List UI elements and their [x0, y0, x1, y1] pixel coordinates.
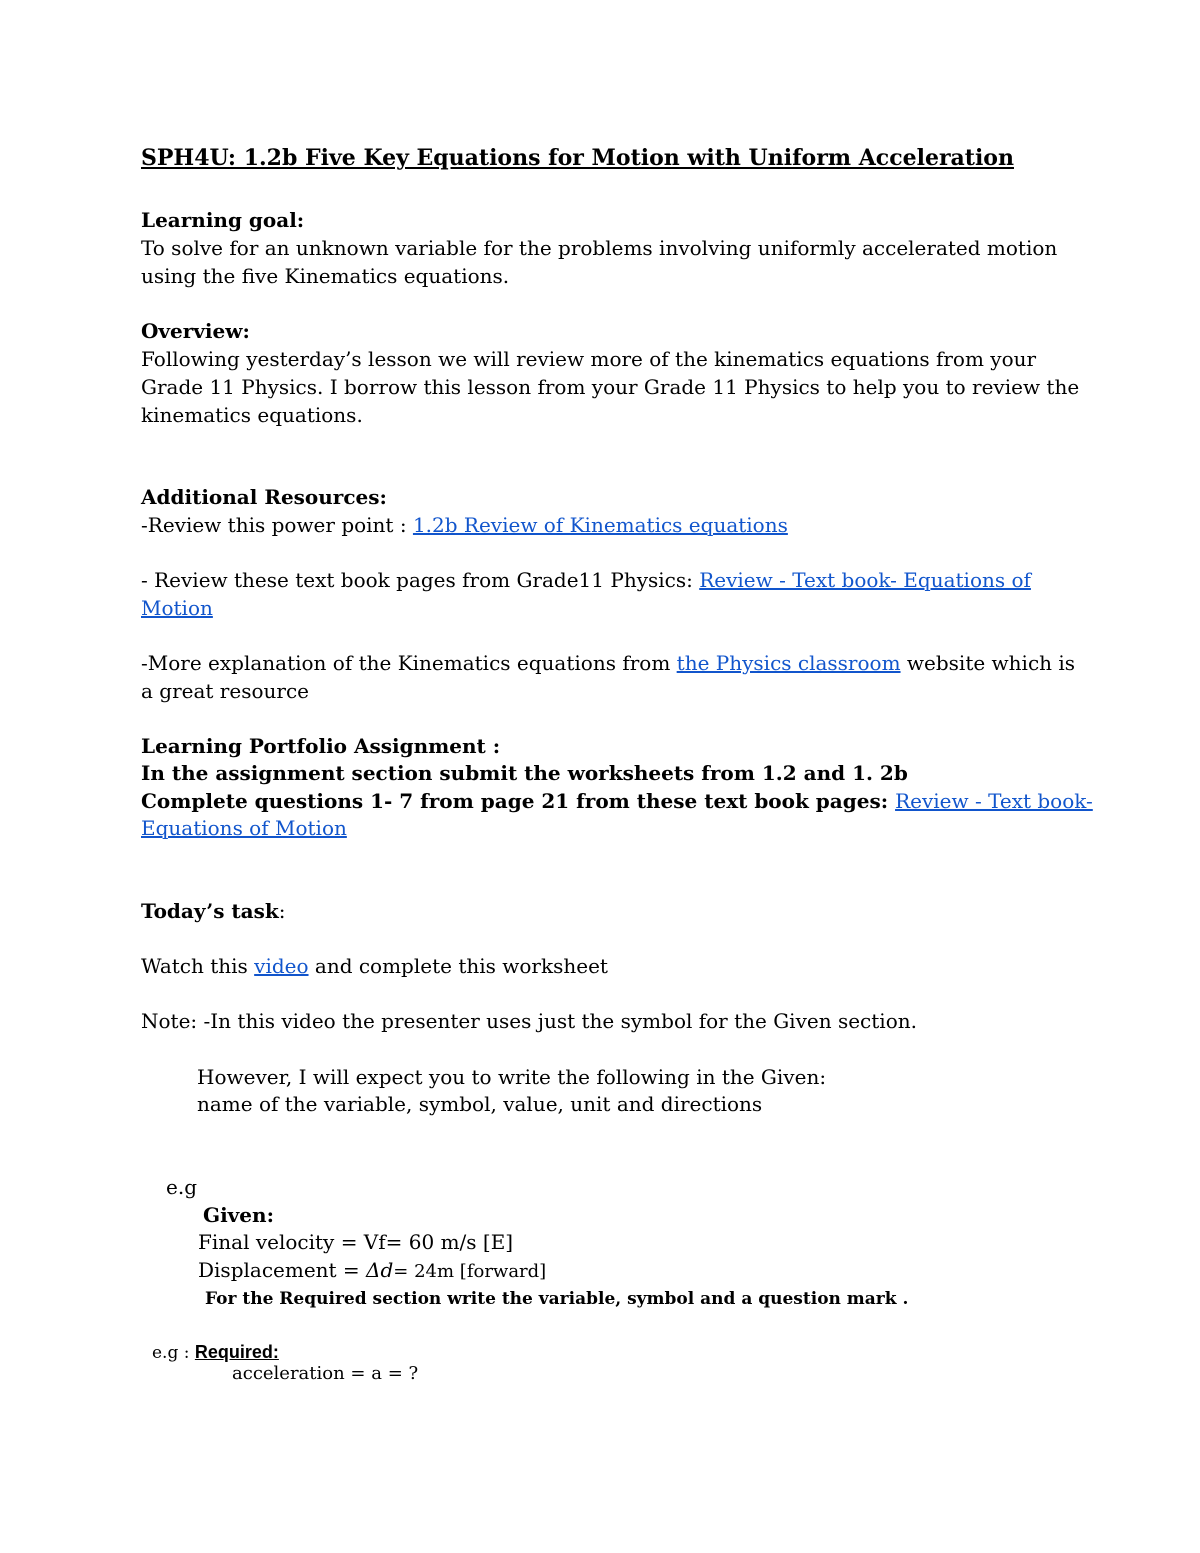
- example-displacement: [198, 1256, 546, 1286]
- overview-heading: Overview:: [141, 319, 250, 343]
- task-watch-suffix: and complete this worksheet: [308, 954, 608, 978]
- example-displacement-value: = 24m [forward]: [393, 1261, 547, 1282]
- task-heading: [141, 897, 285, 925]
- resource-physics-classroom-line-2: a great resource: [141, 679, 309, 703]
- task-expect-line-2: name of the variable, symbol, value, unit and directions: [197, 1092, 763, 1116]
- example-given-heading: Given:: [203, 1203, 274, 1227]
- video-link[interactable]: video: [254, 954, 309, 978]
- example-required-heading: Required:: [194, 1342, 279, 1362]
- portfolio-line-2-label: Complete questions 1- 7 from page 21 from these text book pages:: [141, 789, 896, 813]
- overview-line-3: kinematics equations.: [141, 403, 363, 427]
- page-title: SPH4U: 1.2b Five Key Equations for Motion with Uniform Acceleration: [141, 145, 1014, 171]
- portfolio-textbook-link-continued[interactable]: Equations of Motion: [141, 816, 347, 840]
- resources-heading: Additional Resources:: [141, 485, 387, 509]
- resource-physics-classroom-label: -More explanation of the Kinematics equations from: [141, 651, 677, 675]
- resource-textbook-line-2: [141, 594, 213, 622]
- task-heading-colon: :: [278, 899, 286, 923]
- learning-goal-line-1: To solve for an unknown variable for the problems involving uniformly accelerated motion: [141, 236, 1058, 260]
- learning-goal-heading: Learning goal:: [141, 208, 305, 232]
- resource-physics-classroom-suffix: website which is: [900, 651, 1076, 675]
- overview-line-1: Following yesterday’s lesson we will review more of the kinematics equations from your: [141, 347, 1037, 371]
- example-required-note: For the Required section write the variable, symbol and a question mark .: [205, 1289, 909, 1309]
- portfolio-heading: Learning Portfolio Assignment :: [141, 734, 501, 758]
- example-displacement-label: Displacement =: [198, 1258, 367, 1282]
- task-note: Note: -In this video the presenter uses just the symbol for the Given section.: [141, 1009, 917, 1033]
- portfolio-line-1: In the assignment section submit the worksheets from 1.2 and 1. 2b: [141, 761, 908, 785]
- example-displacement-symbol: Δd: [366, 1258, 394, 1282]
- task-expect-line-1: However, I will expect you to write the following in the Given:: [197, 1065, 827, 1089]
- portfolio-textbook-link[interactable]: Review - Text book-: [895, 789, 1093, 813]
- task-watch-label: Watch this: [141, 954, 255, 978]
- overview-line-2: Grade 11 Physics. I borrow this lesson from your Grade 11 Physics to help you to review the: [141, 375, 1080, 399]
- learning-goal-line-2: using the five Kinematics equations.: [141, 264, 510, 288]
- example-eg-label: e.g :: [152, 1343, 195, 1363]
- task-heading-text: Today’s task: [141, 899, 279, 923]
- resource-textbook-label: - Review these text book pages from Grade11 Physics:: [141, 568, 700, 592]
- portfolio-line-2: [141, 787, 1093, 815]
- powerpoint-link[interactable]: 1.2b Review of Kinematics equations: [412, 513, 788, 537]
- textbook-link[interactable]: Review - Text book- Equations of: [699, 568, 1031, 592]
- physics-classroom-link[interactable]: the Physics classroom: [676, 651, 901, 675]
- portfolio-line-3: [141, 814, 347, 842]
- task-watch: [141, 952, 608, 980]
- textbook-link-continued[interactable]: Motion: [141, 596, 213, 620]
- example-eg: e.g: [166, 1175, 197, 1199]
- resource-powerpoint-label: -Review this power point :: [141, 513, 413, 537]
- resource-physics-classroom: [141, 649, 1075, 677]
- resource-textbook: [141, 566, 1031, 594]
- example-final-velocity: Final velocity = Vf= 60 m/s [E]: [198, 1230, 514, 1254]
- example-acceleration: acceleration = a = ?: [232, 1363, 419, 1384]
- resource-powerpoint: [141, 511, 788, 539]
